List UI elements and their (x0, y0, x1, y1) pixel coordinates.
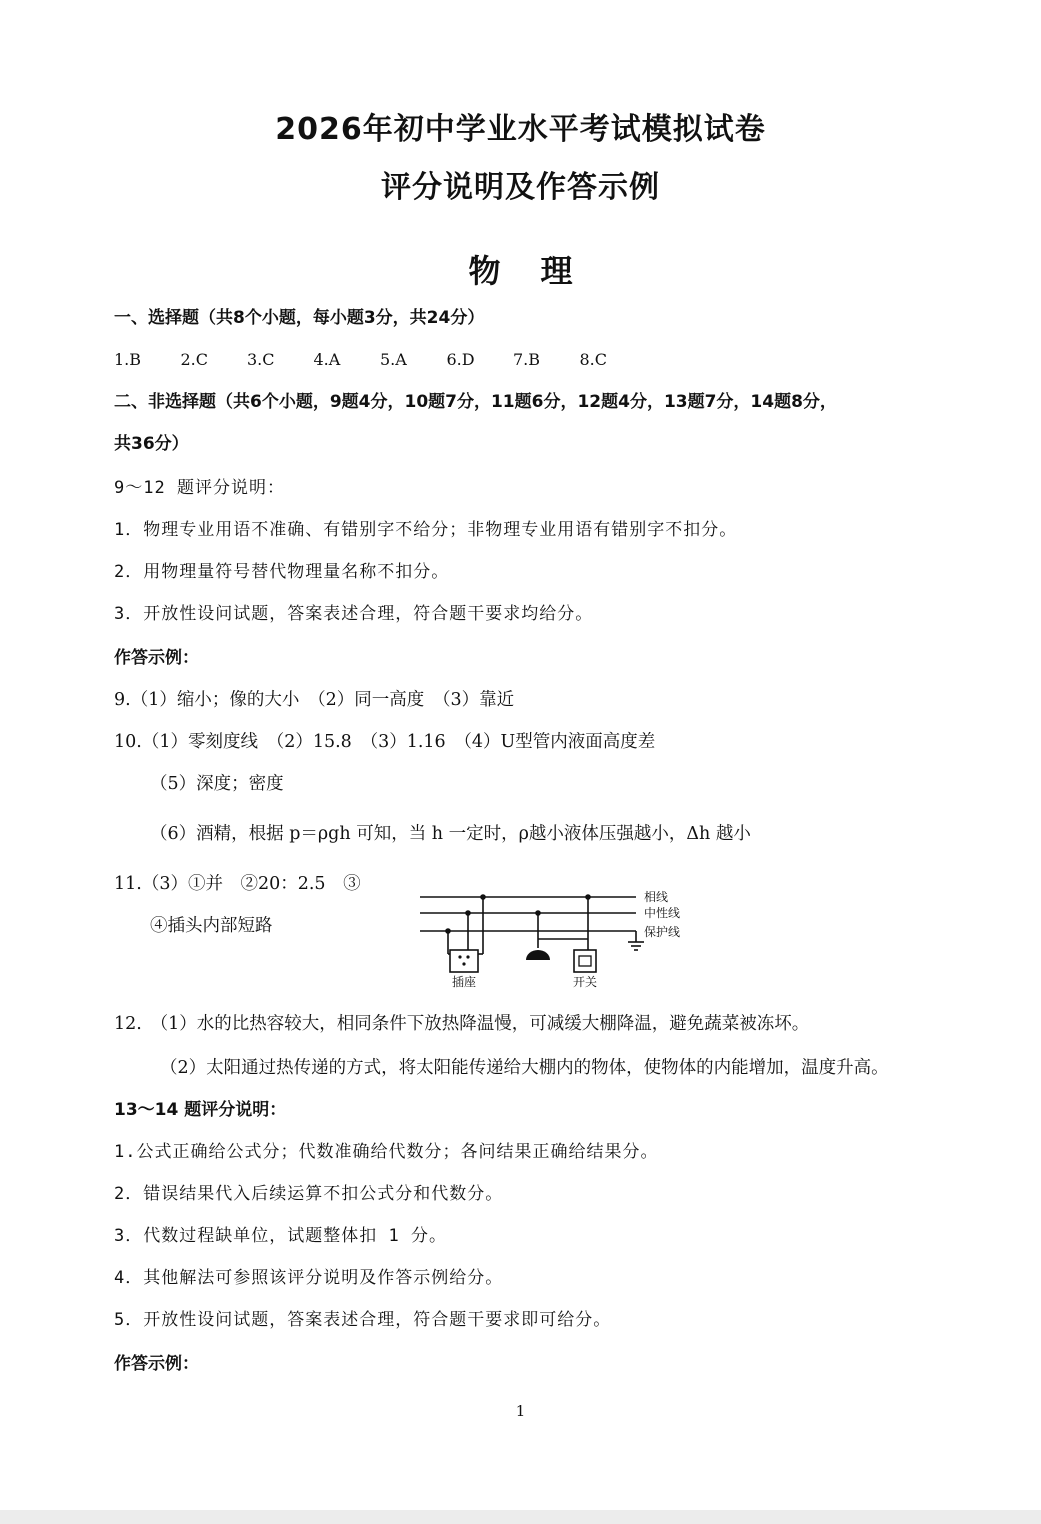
rule-item: 5．开放性设问试题，答案表述合理，符合题干要求即可给分。 (114, 1310, 612, 1330)
choice-answer: 8.C (579, 350, 608, 369)
choice-answer: 4.A (313, 350, 341, 369)
examples-heading: 作答示例： (114, 648, 199, 668)
socket-icon (450, 950, 478, 972)
answer-q10-part5: （5）深度；密度 (150, 774, 284, 794)
ground-wire-label: 保护线 (644, 925, 681, 939)
section1-heading: 一、选择题（共8个小题，每小题3分，共24分） (114, 308, 485, 328)
rule-item: 1．物理专业用语不准确、有错别字不给分；非物理专业用语有错别字不扣分。 (114, 520, 738, 540)
section2-heading-cont: 共36分） (114, 434, 189, 454)
neutral-wire-label: 中性线 (644, 906, 681, 920)
choice-answers (114, 348, 646, 372)
rule-item: 3．开放性设问试题，答案表述合理，符合题干要求均给分。 (114, 604, 594, 624)
socket-label: 插座 (452, 975, 477, 989)
bottom-edge (0, 1510, 1041, 1524)
answer-q12-part2: （2）太阳通过热传递的方式，将太阳能传递给大棚内的物体，使物体的内能增加，温度升高。 (160, 1058, 889, 1078)
answer-q10: 10.（1）零刻度线 （2）15.8 （3）1.16 （4）U型管内液面高度差 (114, 732, 656, 752)
choice-answer: 3.C (247, 350, 275, 369)
answer-q10-part6: （6）酒精，根据 p＝ρgh 可知，当 h 一定时，ρ越小液体压强越小，Δh 越小 (150, 824, 751, 844)
answer-q12: 12. （1）水的比热容较大，相同条件下放热降温慢，可减缓大棚降温，避免蔬菜被冻坏。 (114, 1014, 810, 1034)
examples-heading-13-14: 作答示例： (114, 1354, 199, 1374)
rule-item: 2．用物理量符号替代物理量名称不扣分。 (114, 562, 450, 582)
exam-title: 2026年初中学业水平考试模拟试卷 (275, 112, 766, 147)
rule-item: 4．其他解法可参照该评分说明及作答示例给分。 (114, 1268, 504, 1288)
circuit-diagram (408, 884, 708, 994)
rules-9-12-heading: 9～12 题评分说明： (114, 478, 285, 498)
answer-q9: 9.（1）缩小；像的大小 （2）同一高度 （3）靠近 (114, 690, 515, 710)
exam-subtitle: 评分说明及作答示例 (381, 170, 660, 205)
choice-answer: 7.B (513, 350, 541, 369)
switch-label: 开关 (573, 975, 598, 989)
section2-heading: 二、非选择题（共6个小题，9题4分，10题7分，11题6分，12题4分，13题7分，14题8分， (114, 392, 837, 412)
rules-13-14-heading: 13～14 题评分说明： (114, 1100, 287, 1120)
rule-item: 3．代数过程缺单位，试题整体扣 1 分。 (114, 1226, 447, 1246)
page-number: 1 (515, 1402, 526, 1420)
lamp-icon (526, 950, 550, 960)
choice-answer: 1.B (114, 350, 142, 369)
switch-icon (574, 950, 596, 972)
rule-item: 1.公式正确给公式分；代数准确给代数分；各问结果正确给结果分。 (114, 1142, 659, 1162)
subject-title: 物理 (468, 252, 613, 290)
live-wire-label: 相线 (644, 890, 669, 904)
answer-q11-part4: ④插头内部短路 (150, 916, 273, 936)
choice-answer: 2.C (180, 350, 209, 369)
answer-q11: 11.（3）①并 ②20：2.5 ③ (114, 874, 361, 894)
rule-item: 2．错误结果代入后续运算不扣公式分和代数分。 (114, 1184, 504, 1204)
choice-answer: 6.D (446, 350, 475, 369)
choice-answer: 5.A (380, 350, 407, 369)
